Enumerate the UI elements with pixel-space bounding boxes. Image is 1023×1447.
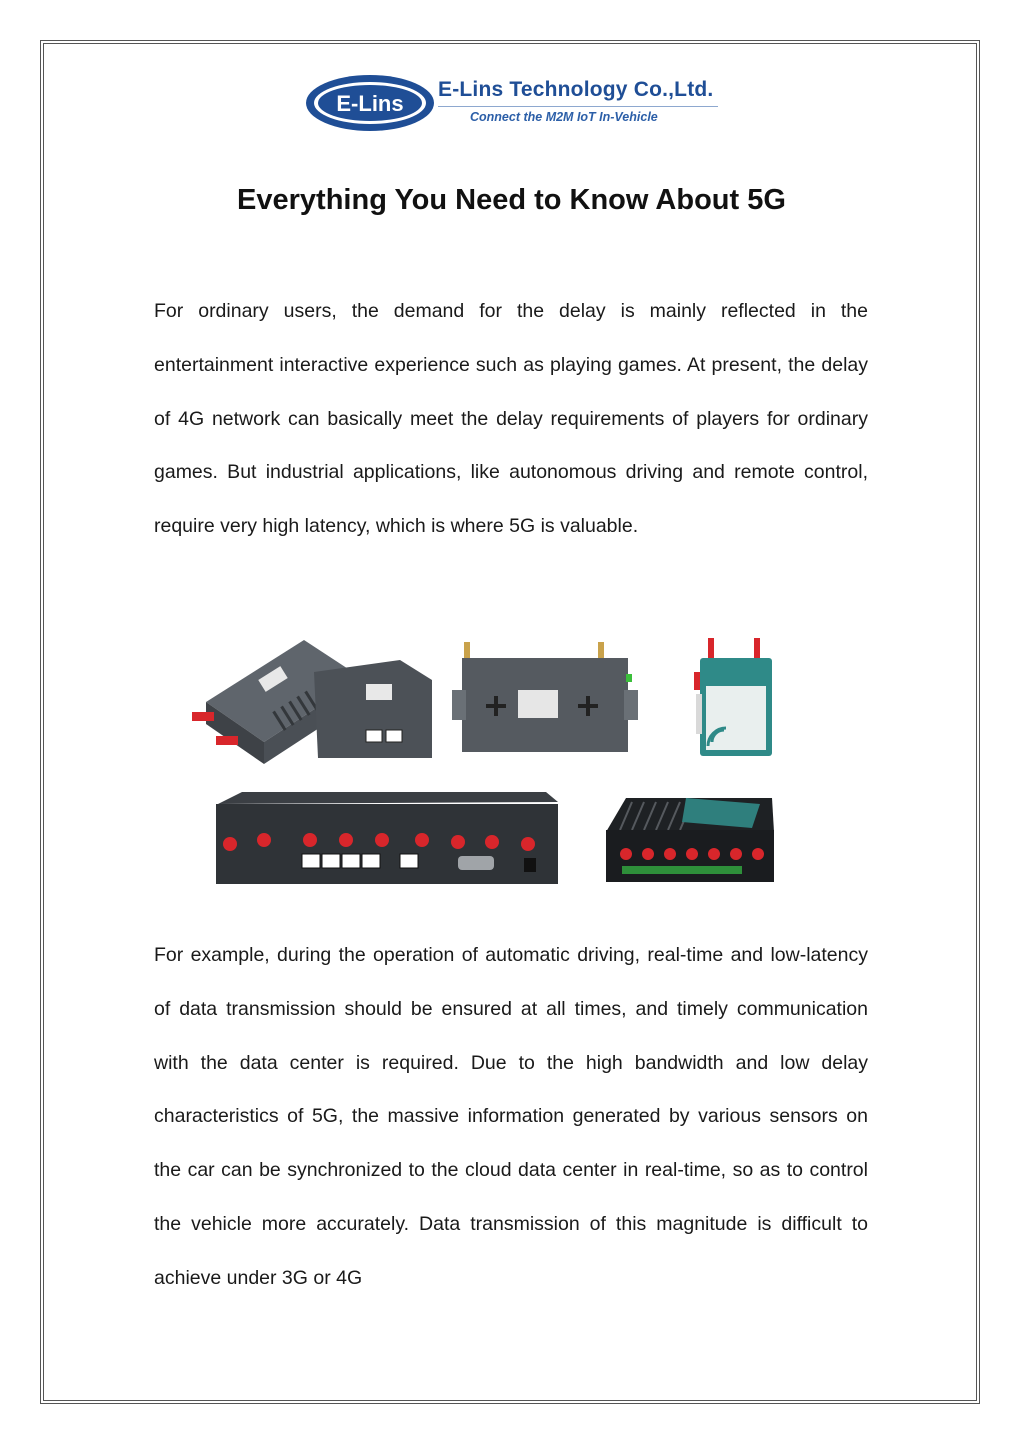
company-slogan: Connect the M2M IoT In-Vehicle <box>470 110 658 124</box>
company-logo <box>304 72 724 134</box>
router-photo-3 <box>694 638 772 756</box>
company-name: E-Lins Technology Co.,Ltd. <box>438 78 714 101</box>
router-photo-5 <box>606 798 774 882</box>
elins-logo-mark <box>304 72 438 134</box>
paragraph-example: For example, during the operation of automatic driving, real-time and low-latency of data transmission should be ensured at all times, and timely communication with the data center is required. Due to the high bandwidth and low delay characteristics of 5G, the massive information generated by various sensors on the car can be synchronized to the cloud data center in real-time, so as to control the vehicle more accurately. Data transmission of this magnitude is difficult to achieve under 3G or 4G <box>154 944 868 1289</box>
router-photo-1 <box>192 640 432 764</box>
router-photo-4 <box>216 792 558 884</box>
logo-mark-text: E-Lins <box>336 91 404 116</box>
logo-divider <box>438 106 718 107</box>
paragraph-intro: For ordinary users, the demand for the delay is mainly reflected in the entertainment interactive experience such as playing games. At present, the delay of 4G network can basically meet the delay requirements of players for ordinary games. But industrial applications, like autonomous driving and remote control, require very high latency, which is where 5G is valuable. <box>154 300 868 538</box>
product-photos <box>186 632 786 892</box>
page-title: Everything You Need to Know About 5G <box>237 184 786 216</box>
router-photo-2 <box>452 642 638 752</box>
